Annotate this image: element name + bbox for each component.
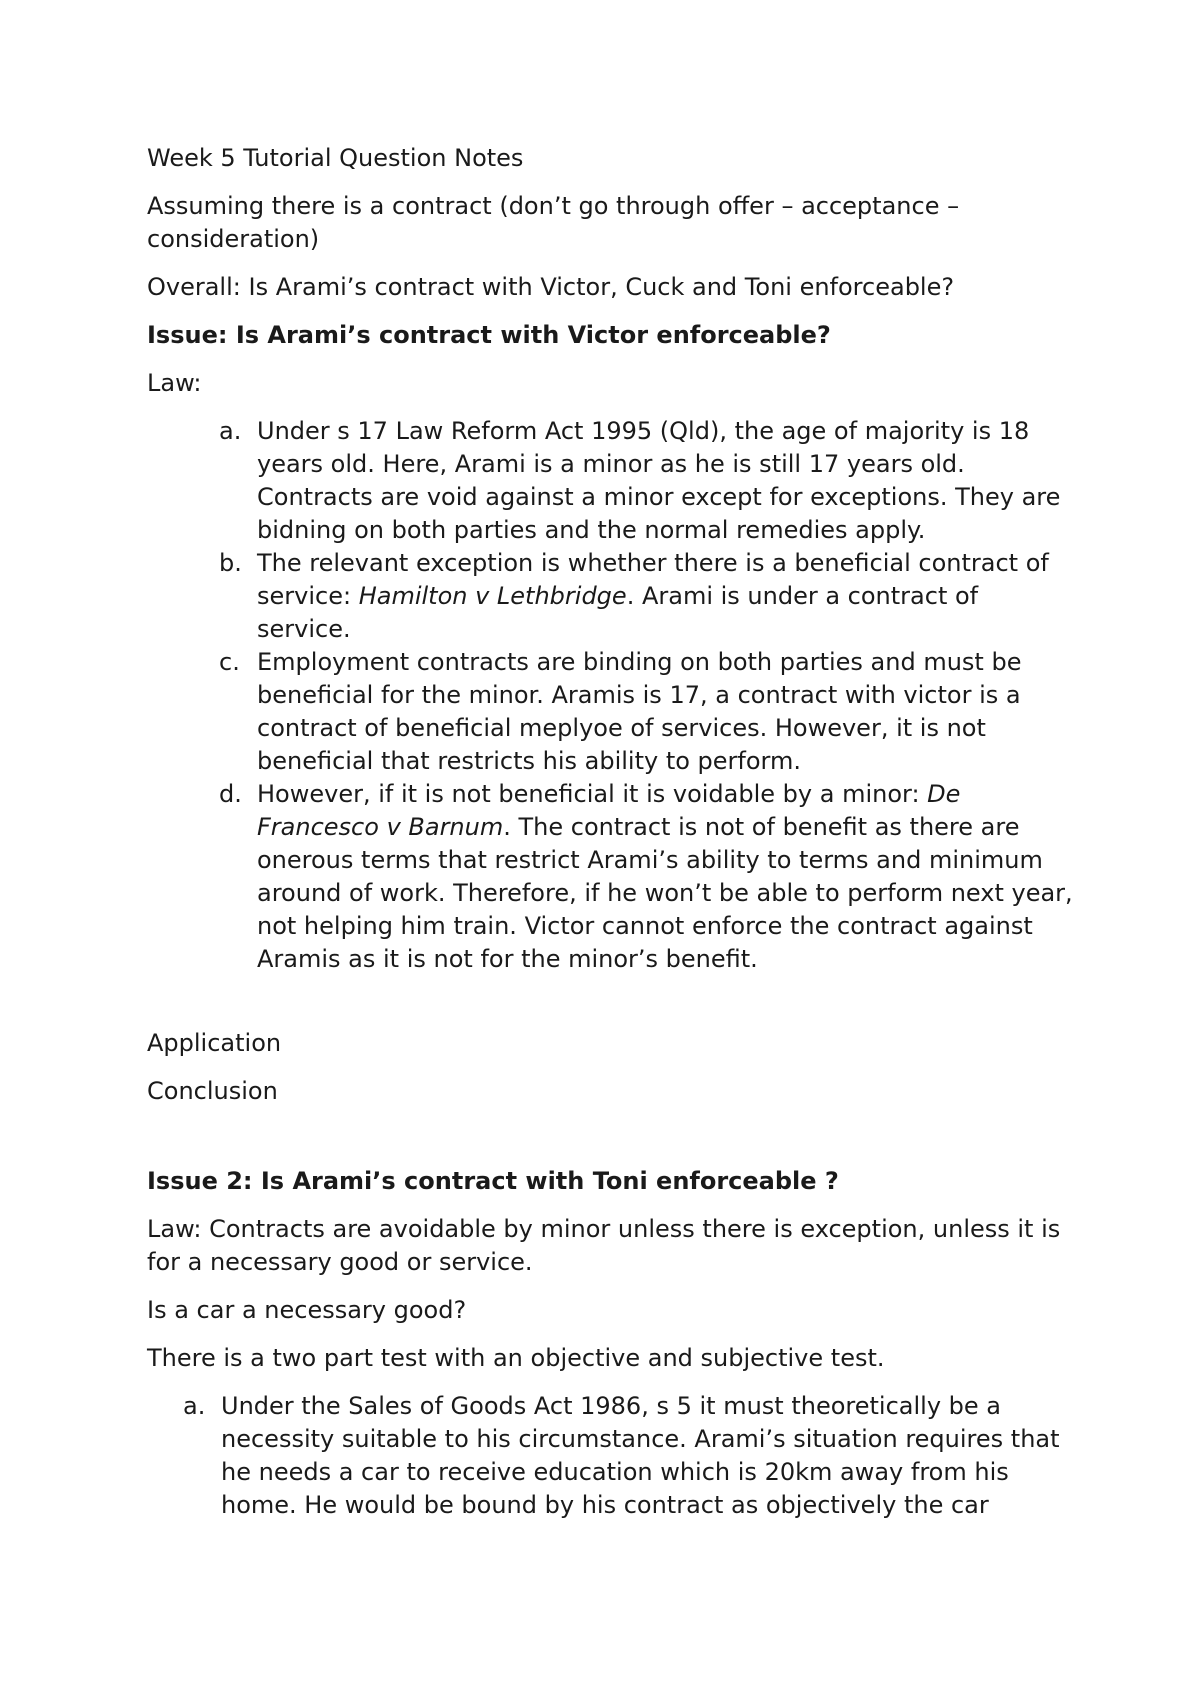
list-marker: b. xyxy=(219,549,242,577)
list-item xyxy=(147,778,1077,976)
document-body xyxy=(147,142,1077,1522)
list-item xyxy=(147,415,1077,547)
issue1-heading: Issue: Is Arami’s contract with Victor enforceable? xyxy=(147,321,831,349)
list-item-text-post: . Arami is under a contract of service. xyxy=(257,582,979,643)
list-marker: d. xyxy=(219,780,242,808)
list-marker: a. xyxy=(219,417,242,445)
spacer xyxy=(147,976,1077,1009)
list-marker: c. xyxy=(219,648,240,676)
issue1-law-list xyxy=(147,415,1077,976)
list-item xyxy=(147,547,1077,646)
overall-question: Overall: Is Arami’s contract with Victor, Cuck and Toni enforceable? xyxy=(147,273,955,301)
issue2-question: Is a car a necessary good? xyxy=(147,1296,467,1324)
list-item-text-pre: The relevant exception is whether there is a beneficial contract of service: xyxy=(257,549,1049,610)
list-item-text: Under s 17 Law Reform Act 1995 (Qld), the age of majority is 18 years old. Here, Arami is a minor as he is still 17 years old. Contracts are void against a minor except for exceptions. They are bidning on both parties and the normal remedies apply. xyxy=(257,417,1061,544)
assumption-paragraph: Assuming there is a contract (don’t go through offer – acceptance – consideration) xyxy=(147,192,960,253)
issue2-law-list xyxy=(147,1390,1077,1522)
conclusion-label: Conclusion xyxy=(147,1077,278,1105)
spacer xyxy=(147,1123,1077,1156)
case-citation: Hamilton v Lethbridge xyxy=(358,582,627,610)
list-item-text-pre: However, if it is not beneficial it is voidable by a minor: xyxy=(257,780,928,808)
issue2-heading: Issue 2: Is Arami’s contract with Toni enforceable ? xyxy=(147,1167,839,1195)
list-item xyxy=(147,1390,1077,1522)
issue2-test: There is a two part test with an objective and subjective test. xyxy=(147,1344,885,1372)
list-marker: a. xyxy=(183,1392,206,1420)
issue2-law: Law: Contracts are avoidable by minor unless there is exception, unless it is for a necessary good or service. xyxy=(147,1215,1061,1276)
case-citation: De Francesco v Barnum xyxy=(257,780,961,841)
list-item-text-post: . The contract is not of benefit as there are onerous terms that restrict Arami’s ability to terms and minimum around of work. Therefore, if he won’t be able to perform next year, not helping him train. Victor cannot enforce the contract against Aramis as it is not for the minor’s benefit. xyxy=(257,813,1073,973)
document-title: Week 5 Tutorial Question Notes xyxy=(147,144,524,172)
list-item-text: Under the Sales of Goods Act 1986, s 5 it must theoretically be a necessity suitable to his circumstance. Arami’s situation requires that he needs a car to receive education which is 20km away from his home. He would be bound by his contract as objectively the car xyxy=(221,1392,1060,1519)
application-label: Application xyxy=(147,1029,282,1057)
list-item-text: Employment contracts are binding on both parties and must be beneficial for the minor. Aramis is 17, a contract with victor is a contract of beneficial meplyoe of services. However, it is not beneficial that restricts his ability to perform. xyxy=(257,648,1022,775)
issue1-law-label: Law: xyxy=(147,369,202,397)
list-item xyxy=(147,646,1077,778)
